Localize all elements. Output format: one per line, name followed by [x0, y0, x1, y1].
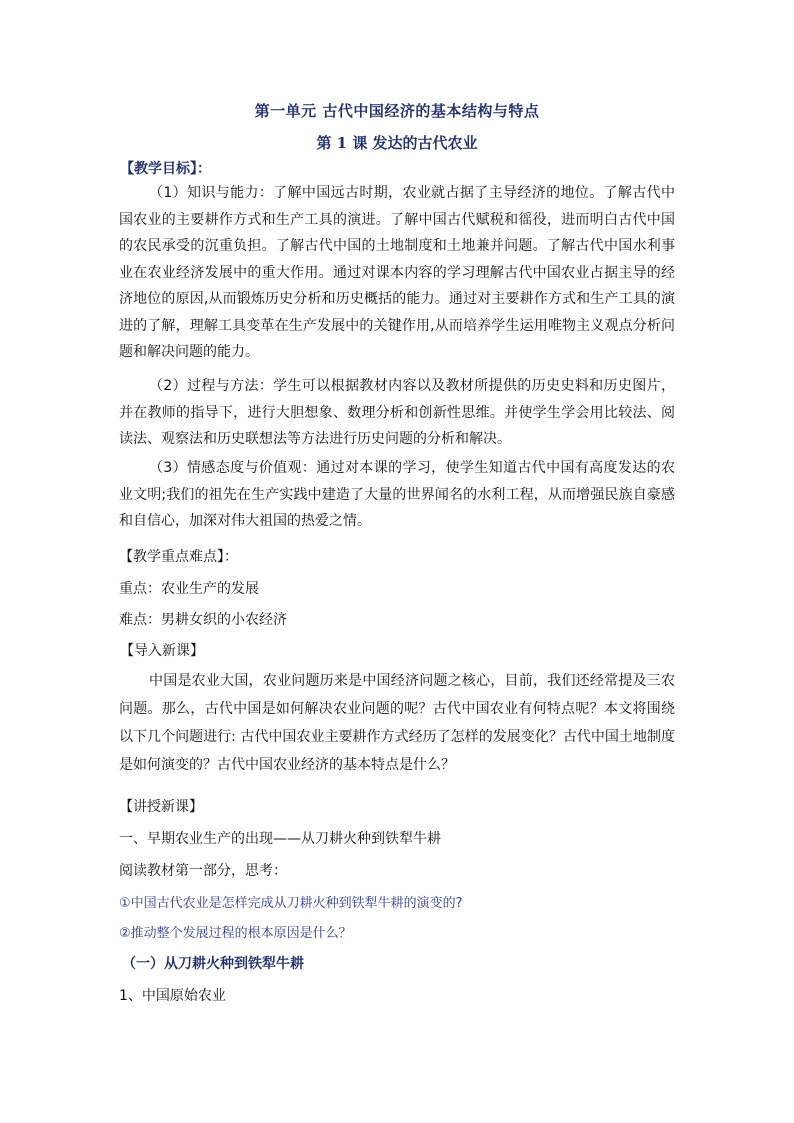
objective-values: （3）情感态度与价值观：通过对本课的学习，使学生知道古代中国有高度发达的农业文明;我们的祖先在生产实践中建造了大量的世界闻名的水利工程，从而增强民族自豪感和自信心，加深对伟大祖国的热爱之情。 [119, 460, 675, 529]
read-prompt: 阅读教材第一部分，思考： [119, 863, 287, 879]
objectives-heading: 【教学目标】： [120, 161, 211, 177]
lesson-title: 第 1 课 发达的古代农业 [316, 134, 478, 152]
teach-heading: 【讲授新课】 [119, 799, 203, 815]
unit-title: 第一单元 古代中国经济的基本结构与特点 [254, 102, 540, 120]
intro-paragraph: 中国是农业大国，农业问题历来是中国经济问题之核心，目前，我们还经常提及三农问题。那么，古代中国是如何解决农业问题的呢？古代中国农业有何特点呢？本文将围绕以下几个问题进行: 古代中国农业主要耕作方式经历了怎样的发展变化？古代中国土地制度是如何演变的？古代中国农业经济的基本特点是什么？ [119, 673, 675, 773]
key-point: 重点：农业生产的发展 [119, 581, 259, 597]
objective-process: （2）过程与方法：学生可以根据教材内容以及教材所提供的历史史料和历史图片，并在教师的指导下，进行大胆想象、数理分析和创新性思维。并使学生学会用比较法、阅读法、观察法和历史联想法等方法进行历史问题的分析和解决。 [119, 378, 675, 447]
question-two: ②推动整个发展过程的根本原因是什么？ [119, 926, 352, 941]
keypoints-heading: 【教学重点难点】： [119, 549, 238, 565]
part-one-title: 一、早期农业生产的出现——从刀耕火种到铁犁牛耕 [119, 831, 441, 847]
item-one: 1、中国原始农业 [119, 988, 226, 1004]
intro-heading: 【导入新课】 [120, 643, 204, 659]
subsection-title: （一）从刀耕火种到铁犁牛耕 [122, 956, 304, 972]
question-one: ①中国古代农业是怎样完成从刀耕火种到铁犁牛耕的演变的? [119, 896, 463, 911]
difficulty-point: 难点：男耕女织的小农经济 [119, 612, 287, 628]
objective-knowledge: （1）知识与能力：了解中国远古时期，农业就占据了主导经济的地位。了解古代中国农业的主要耕作方式和生产工具的演进。了解中国古代赋税和徭役，进而明白古代中国的农民承受的沉重负担。了解古代中国的土地制度和土地兼并问题。了解古代中国水利事业在农业经济发展中的重大作用。通过对课本内容的学习理解古代中国农业占据主导的经济地位的原因,从而锻炼历史分析和历史概括的能力。通过对主要耕作方式和生产工具的演进的了解，理解工具变革在生产发展中的关键作用,从而培养学生运用唯物主义观点分析问题和解决问题的能力。 [119, 185, 675, 360]
